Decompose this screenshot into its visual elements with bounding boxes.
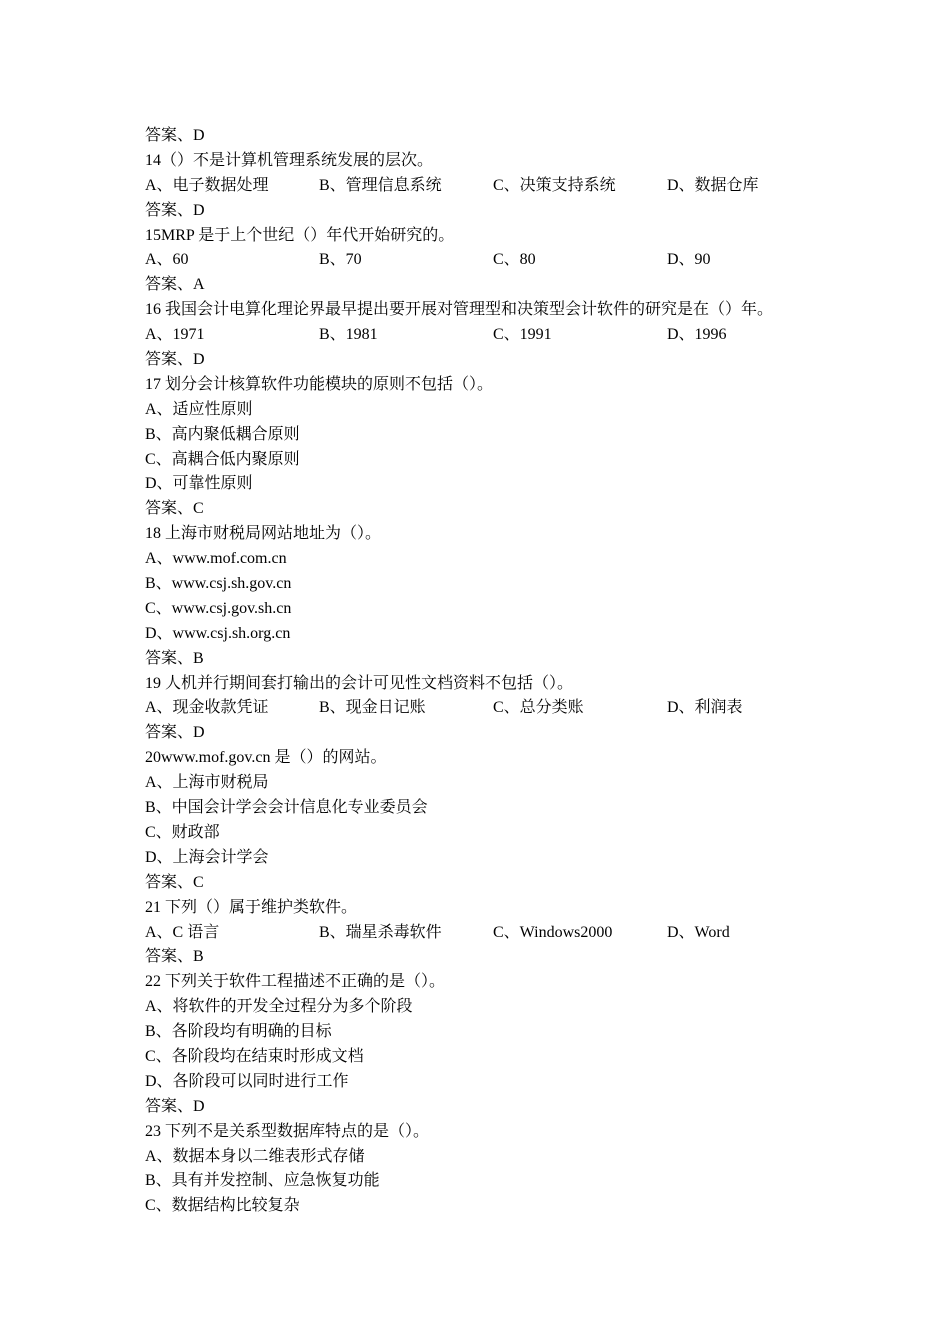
answer-line: 答案、A xyxy=(145,276,205,294)
question-text: 22 下列关于软件工程描述不正确的是（）。 xyxy=(145,973,446,991)
question-text: 18 上海市财税局网站地址为（）。 xyxy=(145,525,382,543)
option-text: B、高内聚低耦合原则 xyxy=(145,425,300,443)
answer-line: 答案、D xyxy=(145,201,205,219)
option-text: A、将软件的开发全过程分为多个阶段 xyxy=(145,998,413,1016)
document-page xyxy=(145,124,825,1219)
option-text: C、决策支持系统 xyxy=(493,176,616,194)
question-text: 19 人机并行期间套打输出的会计可见性文档资料不包括（）。 xyxy=(145,674,574,692)
answer-line: 答案、C xyxy=(145,500,204,518)
option-text: A、电子数据处理 xyxy=(145,176,269,194)
option-text: C、财政部 xyxy=(145,823,220,841)
question-text: 20www.mof.gov.cn 是（）的网站。 xyxy=(145,749,387,767)
option-text: D、各阶段可以同时进行工作 xyxy=(145,1072,349,1090)
question-text: 21 下列（）属于维护类软件。 xyxy=(145,898,358,916)
answer-line: 答案、D xyxy=(145,351,205,369)
answer-line: 答案、C xyxy=(145,873,204,891)
answer-line: 答案、D xyxy=(145,127,205,144)
option-text: B、现金日记账 xyxy=(319,699,426,717)
option-text: C、Windows2000 xyxy=(493,923,613,941)
option-text: B、70 xyxy=(319,251,362,269)
option-text: B、各阶段均有明确的目标 xyxy=(145,1023,332,1041)
option-text: B、管理信息系统 xyxy=(319,176,442,194)
option-row xyxy=(145,248,825,273)
option-text: C、数据结构比较复杂 xyxy=(145,1197,300,1215)
question-text: 15MRP 是于上个世纪（）年代开始研究的。 xyxy=(145,226,455,244)
option-text: D、1996 xyxy=(667,326,727,344)
option-text: A、数据本身以二维表形式存储 xyxy=(145,1147,365,1165)
answer-line: 答案、B xyxy=(145,649,204,667)
question-text: 14（）不是计算机管理系统发展的层次。 xyxy=(145,151,434,169)
option-text: C、www.csj.gov.sh.cn xyxy=(145,599,292,617)
question-text: 17 划分会计核算软件功能模块的原则不包括（）。 xyxy=(145,375,494,393)
answer-line: 答案、D xyxy=(145,1097,205,1115)
option-row xyxy=(145,696,825,721)
option-text: C、总分类账 xyxy=(493,699,584,717)
option-text: B、瑞星杀毒软件 xyxy=(319,923,442,941)
option-text: D、www.csj.sh.org.cn xyxy=(145,624,291,642)
option-text: C、高耦合低内聚原则 xyxy=(145,450,300,468)
option-text: A、60 xyxy=(145,251,189,269)
option-text: D、数据仓库 xyxy=(667,176,759,194)
option-text: A、C 语言 xyxy=(145,923,220,941)
option-text: D、90 xyxy=(667,251,711,269)
question-text: 16 我国会计电算化理论界最早提出要开展对管理型和决策型会计软件的研究是在（）年。 xyxy=(145,301,774,319)
option-text: A、现金收款凭证 xyxy=(145,699,269,717)
question-text: 23 下列不是关系型数据库特点的是（）。 xyxy=(145,1122,430,1140)
option-text: B、中国会计学会会计信息化专业委员会 xyxy=(145,799,428,817)
answer-line: 答案、D xyxy=(145,724,205,742)
option-text: A、1971 xyxy=(145,326,205,344)
option-text: A、上海市财税局 xyxy=(145,774,269,792)
option-text: B、具有并发控制、应急恢复功能 xyxy=(145,1172,380,1190)
option-text: D、上海会计学会 xyxy=(145,848,269,866)
option-row xyxy=(145,174,825,199)
option-text: A、适应性原则 xyxy=(145,400,253,418)
answer-line: 答案、B xyxy=(145,948,204,966)
option-text: C、各阶段均在结束时形成文档 xyxy=(145,1047,364,1065)
option-row xyxy=(145,921,825,946)
option-text: C、1991 xyxy=(493,326,552,344)
option-text: A、www.mof.com.cn xyxy=(145,550,287,568)
option-text: B、www.csj.sh.gov.cn xyxy=(145,575,292,593)
option-row xyxy=(145,323,825,348)
option-text: D、Word xyxy=(667,923,730,941)
option-text: D、利润表 xyxy=(667,699,743,717)
option-text: C、80 xyxy=(493,251,536,269)
option-text: B、1981 xyxy=(319,326,378,344)
option-text: D、可靠性原则 xyxy=(145,475,253,493)
